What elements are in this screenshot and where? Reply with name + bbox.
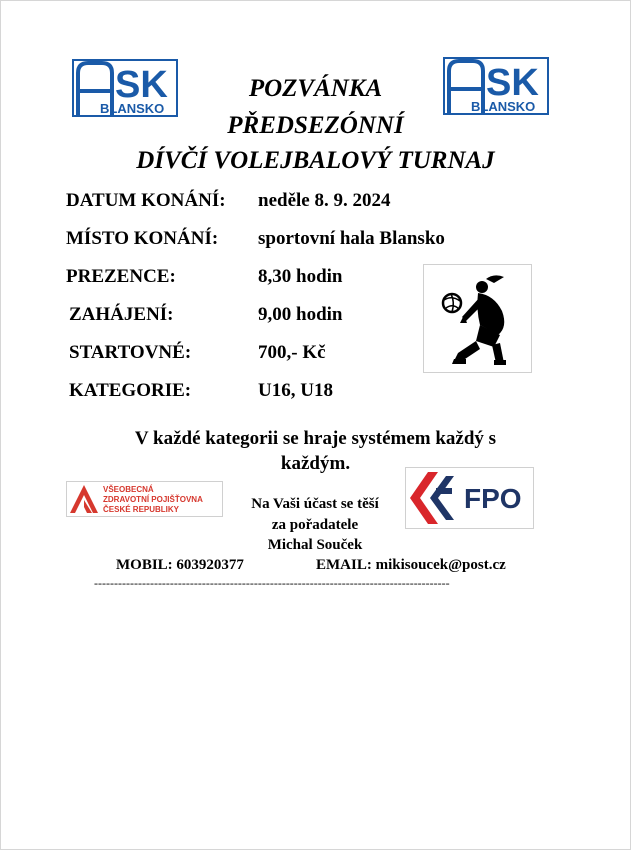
ask-logo-main-text: SK	[115, 64, 168, 106]
detail-value-fee: 700,- Kč	[258, 342, 326, 363]
detail-label-place: MÍSTO KONÁNÍ:	[66, 228, 219, 249]
ask-logo-sub-text: BLANSKO	[471, 99, 536, 114]
vzp-line-2: ZDRAVOTNÍ POJIŠŤOVNA	[103, 495, 203, 504]
note-line-2: každým.	[280, 453, 351, 474]
organizer-line-3: Michal Souček	[267, 537, 363, 553]
detail-value-category: U16, U18	[258, 380, 333, 401]
detail-label-start: ZAHÁJENÍ:	[69, 304, 174, 325]
vzp-line-1: VŠEOBECNÁ	[103, 485, 154, 494]
organizer-line-1: Na Vaši účast se těší	[251, 496, 379, 512]
detail-label-registration: PREZENCE:	[66, 266, 176, 287]
detail-value-registration: 8,30 hodin	[258, 266, 343, 287]
vzp-line-3: ČESKÉ REPUBLIKY	[103, 505, 180, 514]
detail-label-category: KATEGORIE:	[69, 380, 192, 401]
ask-logo-sub-text: BLANSKO	[100, 101, 165, 116]
detail-value-date: neděle 8. 9. 2024	[258, 190, 391, 211]
title-line-3: DÍVČÍ VOLEJBALOVÝ TURNAJ	[136, 147, 495, 174]
detail-label-date: DATUM KONÁNÍ:	[66, 190, 226, 211]
contact-mobile: MOBIL: 603920377	[116, 557, 244, 573]
organizer-line-2: za pořadatele	[271, 517, 359, 533]
vzp-logo	[66, 481, 223, 517]
title-line-2: PŘEDSEZÓNNÍ	[227, 112, 404, 139]
fpo-text: FPO	[464, 483, 522, 514]
fpo-logo	[405, 467, 534, 529]
ask-logo-main-text: SK	[486, 62, 539, 104]
divider-line: -----------------------------------------------------------------------------------------	[94, 577, 450, 589]
note-line-1: V každé kategorii se hraje systémem každý s	[134, 428, 497, 449]
detail-value-start: 9,00 hodin	[258, 304, 343, 325]
title-line-1: POZVÁNKA	[248, 75, 383, 102]
detail-label-fee: STARTOVNÉ:	[69, 342, 192, 363]
volleyball-player-icon	[423, 264, 532, 373]
contact-email: EMAIL: mikisoucek@post.cz	[316, 557, 506, 573]
detail-value-place: sportovní hala Blansko	[258, 228, 445, 249]
